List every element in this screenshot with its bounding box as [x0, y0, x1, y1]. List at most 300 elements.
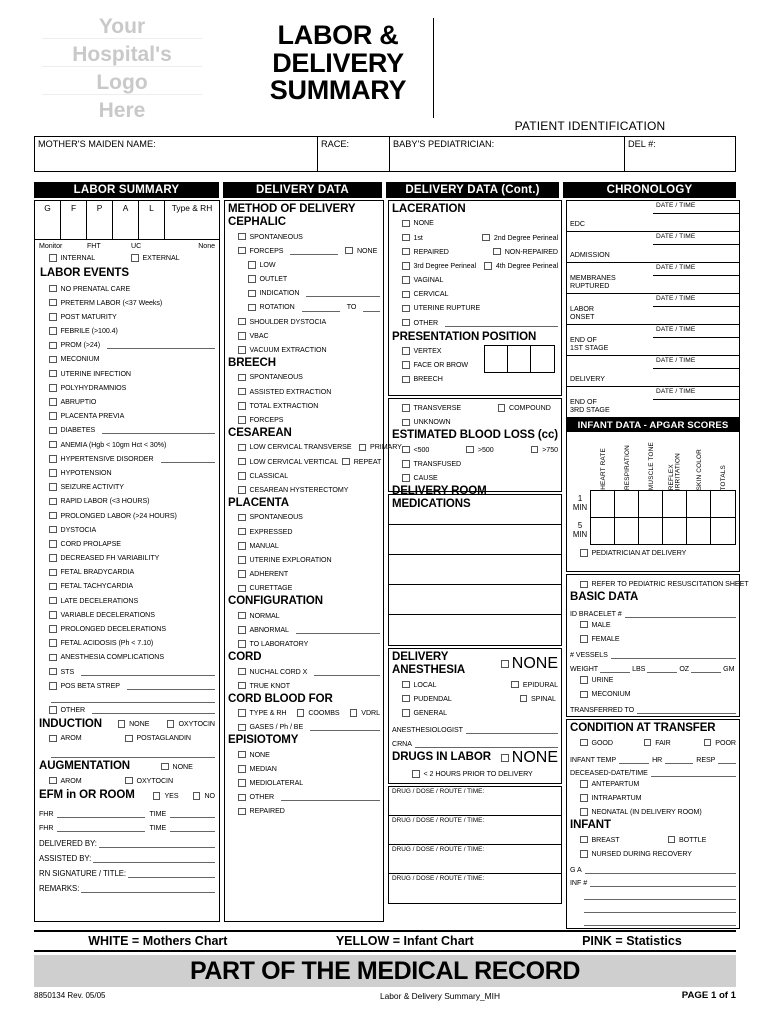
position-cell-1[interactable]: [485, 346, 508, 372]
checkbox-icon[interactable]: [402, 262, 410, 270]
vessels-input[interactable]: [611, 650, 736, 659]
monitor-internal-option[interactable]: [39, 251, 131, 265]
presentation-face-or-brow[interactable]: [392, 358, 484, 372]
checkbox-icon[interactable]: [402, 248, 410, 256]
placenta-adherent[interactable]: [228, 567, 380, 581]
checkbox-icon[interactable]: [49, 285, 57, 293]
indication-write-in[interactable]: [306, 289, 380, 297]
fhr-input-1[interactable]: [57, 809, 145, 818]
labor-event-diabetes[interactable]: [39, 423, 215, 437]
configuration-to-laboratory[interactable]: [228, 637, 380, 651]
checkbox-icon[interactable]: [49, 682, 57, 690]
augmentation-oxytocin-option[interactable]: [125, 774, 173, 788]
presentation-transverse[interactable]: [392, 401, 558, 415]
cesarean-hysterectomy[interactable]: [228, 483, 380, 497]
checkbox-icon[interactable]: [238, 388, 246, 396]
checkbox-icon[interactable]: [580, 581, 588, 589]
checkbox-icon[interactable]: [125, 735, 133, 743]
episiotomy-other[interactable]: [228, 790, 380, 804]
laceration-cervical[interactable]: [392, 287, 558, 301]
checkbox-icon[interactable]: [580, 836, 588, 844]
breech-total-extraction[interactable]: [228, 399, 380, 413]
nursed-during-recovery[interactable]: [570, 847, 736, 861]
cephalic-indication[interactable]: [228, 286, 380, 300]
delivered-by-input[interactable]: [99, 838, 215, 848]
checkbox-icon[interactable]: [297, 709, 305, 717]
labor-event-pos-beta-strep[interactable]: [39, 679, 215, 693]
checkbox-icon[interactable]: [402, 347, 410, 355]
cord-blood-gases[interactable]: [228, 720, 380, 734]
checkbox-icon[interactable]: [238, 585, 246, 593]
labor-event-hypotension[interactable]: [39, 466, 215, 480]
checkbox-icon[interactable]: [238, 779, 246, 787]
output-urine[interactable]: [570, 673, 736, 687]
checkbox-icon[interactable]: [402, 419, 410, 427]
checkbox-icon[interactable]: [580, 549, 588, 557]
checkbox-icon[interactable]: [501, 660, 509, 668]
checkbox-icon[interactable]: [402, 695, 410, 703]
cesarean-low-cervical-vertical[interactable]: [228, 455, 380, 469]
labor-event-fetal-acidosis-ph-7-10[interactable]: [39, 636, 215, 650]
checkbox-icon[interactable]: [238, 724, 246, 732]
checkbox-icon[interactable]: [580, 621, 588, 629]
checkbox-icon[interactable]: [644, 739, 652, 747]
anesthesia-general[interactable]: [392, 706, 558, 720]
labor-event-cord-prolapse[interactable]: [39, 537, 215, 551]
checkbox-icon[interactable]: [580, 780, 588, 788]
cesarean-low-cervical-transverse[interactable]: [228, 440, 402, 454]
checkbox-icon[interactable]: [580, 850, 588, 858]
checkbox-icon[interactable]: [49, 512, 57, 520]
gpal-col-type-rh[interactable]: Type & RH: [171, 203, 213, 213]
checkbox-icon[interactable]: [482, 234, 490, 242]
apgar-cell-5-min-5[interactable]: [687, 518, 711, 544]
checkbox-icon[interactable]: [402, 681, 410, 689]
episiotomy-mediolateral[interactable]: [228, 776, 380, 790]
cephalic-forceps[interactable]: [228, 244, 380, 258]
checkbox-icon[interactable]: [49, 668, 57, 676]
labor-event-post-maturity[interactable]: [39, 310, 215, 324]
ga-input[interactable]: [585, 865, 736, 874]
checkbox-icon[interactable]: [248, 290, 256, 298]
apgar-cell-1-min-3[interactable]: [639, 491, 663, 517]
checkbox-icon[interactable]: [466, 446, 474, 454]
apgar-cell-1-min-2[interactable]: [615, 491, 639, 517]
rotation-to-input[interactable]: [363, 303, 380, 312]
write-in-line[interactable]: [81, 668, 215, 676]
cephalic-low[interactable]: [228, 258, 380, 272]
checkbox-icon[interactable]: [238, 794, 246, 802]
weight-gm-input[interactable]: [691, 664, 721, 673]
checkbox-icon[interactable]: [342, 458, 350, 466]
checkbox-icon[interactable]: [118, 720, 126, 728]
ebl-transfused[interactable]: [392, 457, 558, 471]
cephalic-vacuum-extraction[interactable]: [228, 343, 380, 357]
monitor-external-option[interactable]: [131, 251, 180, 265]
checkbox-icon[interactable]: [49, 441, 57, 449]
presentation-unknown[interactable]: [392, 415, 558, 429]
checkbox-icon[interactable]: [238, 765, 246, 773]
weight-lbs-input[interactable]: [600, 664, 630, 673]
induction-none-option[interactable]: [118, 717, 167, 731]
checkbox-icon[interactable]: [49, 370, 57, 378]
checkbox-icon[interactable]: [238, 808, 246, 816]
gpal-col-l[interactable]: L: [139, 201, 165, 239]
labor-event-prolonged-decelerations[interactable]: [39, 622, 215, 636]
apgar-cell-1-min-5[interactable]: [687, 491, 711, 517]
checkbox-icon[interactable]: [49, 483, 57, 491]
checkbox-icon[interactable]: [350, 709, 358, 717]
gpal-col-g[interactable]: G: [35, 201, 61, 239]
apgar-cell-5-min-3[interactable]: [639, 518, 663, 544]
anesthesia-pudendal[interactable]: [392, 692, 558, 706]
anesthesiologist-input[interactable]: [466, 725, 558, 734]
chronology-datetime-field[interactable]: [653, 232, 739, 262]
labor-event-decreased-fh-variability[interactable]: [39, 551, 215, 565]
checkbox-icon[interactable]: [49, 469, 57, 477]
checkbox-icon[interactable]: [49, 569, 57, 577]
write-in-line[interactable]: [102, 426, 215, 434]
medication-entry-1[interactable]: [389, 495, 561, 525]
cord-nuchal[interactable]: [228, 664, 380, 678]
checkbox-icon[interactable]: [402, 709, 410, 717]
checkbox-icon[interactable]: [238, 233, 246, 241]
cephalic-spontaneous[interactable]: [228, 229, 380, 243]
episiotomy-none[interactable]: [228, 748, 380, 762]
checkbox-icon[interactable]: [238, 612, 246, 620]
checkbox-icon[interactable]: [49, 412, 57, 420]
checkbox-icon[interactable]: [501, 754, 509, 762]
gpal-col-p[interactable]: P: [87, 201, 113, 239]
medication-entry-2[interactable]: [389, 525, 561, 555]
checkbox-icon[interactable]: [238, 514, 246, 522]
labor-event-prom-24[interactable]: [39, 338, 215, 352]
fhr-time-input-2[interactable]: [170, 823, 215, 832]
checkbox-icon[interactable]: [167, 720, 175, 728]
checkbox-icon[interactable]: [49, 498, 57, 506]
placenta-uterine-exploration[interactable]: [228, 553, 380, 567]
chronology-datetime-field[interactable]: [653, 356, 739, 386]
drugs-2-hours-prior[interactable]: [392, 767, 558, 781]
checkbox-icon[interactable]: [248, 261, 256, 269]
checkbox-icon[interactable]: [49, 625, 57, 633]
breech-spontaneous[interactable]: [228, 370, 380, 384]
apgar-cell-1-min-6[interactable]: [711, 491, 735, 517]
checkbox-icon[interactable]: [345, 247, 353, 255]
apgar-cell-1-min-4[interactable]: [663, 491, 687, 517]
induction-postaglandin-option[interactable]: [125, 731, 191, 745]
delivery-number-field[interactable]: DEL #:: [628, 139, 656, 149]
inf-extra-line-3[interactable]: [584, 913, 736, 926]
checkbox-icon[interactable]: [704, 739, 712, 747]
checkbox-icon[interactable]: [511, 681, 519, 689]
apgar-cell-5-min-1[interactable]: [591, 518, 615, 544]
configuration-abnormal[interactable]: [228, 623, 380, 637]
checkbox-icon[interactable]: [238, 626, 246, 634]
cephalic-vbac[interactable]: [228, 329, 380, 343]
induction-oxytocin-option[interactable]: [167, 717, 215, 731]
remarks-input[interactable]: [81, 883, 215, 893]
fhr-input-2[interactable]: [57, 823, 145, 832]
sex-female[interactable]: [570, 632, 736, 646]
labor-event-anemia-hgb-10gm-hct-30[interactable]: [39, 437, 215, 451]
checkbox-icon[interactable]: [668, 836, 676, 844]
placenta-manual[interactable]: [228, 539, 380, 553]
checkbox-icon[interactable]: [238, 374, 246, 382]
apgar-cell-5-min-6[interactable]: [711, 518, 735, 544]
babys-pediatrician-field[interactable]: BABY'S PEDIATRICIAN:: [390, 137, 625, 171]
hr-input[interactable]: [665, 755, 693, 764]
cephalic-rotation[interactable]: [228, 300, 380, 314]
checkbox-icon[interactable]: [580, 794, 588, 802]
checkbox-icon[interactable]: [49, 313, 57, 321]
labor-event-febrile-100-4[interactable]: [39, 324, 215, 338]
checkbox-icon[interactable]: [49, 327, 57, 335]
checkbox-icon[interactable]: [49, 654, 57, 662]
labor-event-polyhydramnios[interactable]: [39, 381, 215, 395]
checkbox-icon[interactable]: [49, 583, 57, 591]
apgar-cell-5-min-2[interactable]: [615, 518, 639, 544]
cord-true-knot[interactable]: [228, 679, 380, 693]
checkbox-icon[interactable]: [238, 640, 246, 648]
labor-event-anesthesia-complications[interactable]: [39, 650, 215, 664]
labor-event-other[interactable]: [39, 703, 215, 717]
checkbox-icon[interactable]: [49, 597, 57, 605]
position-cell-3[interactable]: [531, 346, 554, 372]
placenta-curettage[interactable]: [228, 581, 380, 595]
checkbox-icon[interactable]: [248, 275, 256, 283]
checkbox-icon[interactable]: [498, 404, 506, 412]
gpal-col-a[interactable]: A: [113, 201, 139, 239]
apgar-cell-1-min-1[interactable]: [591, 491, 615, 517]
checkbox-icon[interactable]: [402, 446, 410, 454]
checkbox-icon[interactable]: [238, 472, 246, 480]
labor-event-preterm-labor-37-weeks[interactable]: [39, 296, 215, 310]
gases-write-in[interactable]: [310, 723, 380, 731]
checkbox-icon[interactable]: [412, 770, 420, 778]
labor-event-late-decelerations[interactable]: [39, 594, 215, 608]
chronology-datetime-field[interactable]: [653, 201, 739, 231]
laceration-3rd-degree[interactable]: [392, 259, 558, 273]
write-in-line[interactable]: [281, 793, 380, 801]
deceased-antepartum[interactable]: [570, 777, 736, 791]
checkbox-icon[interactable]: [49, 254, 57, 262]
presentation-vertex[interactable]: [392, 344, 484, 358]
transferred-to-input[interactable]: [637, 705, 736, 714]
fhr-time-input-1[interactable]: [170, 809, 215, 818]
checkbox-icon[interactable]: [520, 695, 528, 703]
laceration-repaired[interactable]: [392, 245, 558, 259]
checkbox-icon[interactable]: [49, 398, 57, 406]
sex-male[interactable]: [570, 618, 736, 632]
crna-input[interactable]: [415, 739, 558, 748]
position-cell-2[interactable]: [508, 346, 531, 372]
laceration-1st[interactable]: [392, 230, 558, 244]
checkbox-icon[interactable]: [125, 777, 133, 785]
checkbox-icon[interactable]: [238, 556, 246, 564]
checkbox-icon[interactable]: [238, 332, 246, 340]
laceration-vaginal[interactable]: [392, 273, 558, 287]
checkbox-icon[interactable]: [153, 792, 161, 800]
deceased-input[interactable]: [651, 768, 736, 777]
checkbox-icon[interactable]: [580, 691, 588, 699]
apgar-cell-5-min-4[interactable]: [663, 518, 687, 544]
checkbox-icon[interactable]: [49, 777, 57, 785]
laceration-uterine-rupture[interactable]: [392, 301, 558, 315]
checkbox-icon[interactable]: [49, 735, 57, 743]
labor-event-placenta-previa[interactable]: [39, 409, 215, 423]
inf-number-input[interactable]: [590, 878, 736, 887]
checkbox-icon[interactable]: [49, 455, 57, 463]
checkbox-icon[interactable]: [238, 346, 246, 354]
medication-entry-4[interactable]: [389, 585, 561, 615]
checkbox-icon[interactable]: [402, 220, 410, 228]
write-in-line[interactable]: [107, 341, 215, 349]
drug-entry-4[interactable]: [389, 874, 561, 903]
labor-event-fetal-bradycardia[interactable]: [39, 565, 215, 579]
cephalic-shoulder-dystocia[interactable]: [228, 315, 380, 329]
induction-arom-option[interactable]: [49, 731, 125, 745]
deceased-intrapartum[interactable]: [570, 791, 736, 805]
checkbox-icon[interactable]: [402, 361, 410, 369]
labor-event-rapid-labor-3-hours[interactable]: [39, 494, 215, 508]
checkbox-icon[interactable]: [49, 384, 57, 392]
configuration-normal[interactable]: [228, 609, 380, 623]
write-in-line[interactable]: [161, 455, 215, 463]
augmentation-none-option[interactable]: [161, 759, 215, 773]
checkbox-icon[interactable]: [359, 444, 367, 452]
position-grid[interactable]: [484, 345, 555, 373]
other-write-in-line[interactable]: [92, 706, 215, 714]
checkbox-icon[interactable]: [49, 706, 57, 714]
checkbox-icon[interactable]: [402, 474, 410, 482]
ebl-cause[interactable]: [392, 471, 558, 485]
resp-input[interactable]: [718, 755, 736, 764]
inf-extra-line-2[interactable]: [584, 900, 736, 913]
checkbox-icon[interactable]: [49, 299, 57, 307]
checkbox-icon[interactable]: [580, 635, 588, 643]
checkbox-icon[interactable]: [402, 234, 410, 242]
weight-oz-input[interactable]: [647, 664, 677, 673]
labor-event-uterine-infection[interactable]: [39, 367, 215, 381]
write-in-line[interactable]: [127, 682, 215, 690]
checkbox-icon[interactable]: [131, 254, 139, 262]
checkbox-icon[interactable]: [402, 460, 410, 468]
nuchal-cord-write-in[interactable]: [314, 668, 380, 676]
checkbox-icon[interactable]: [49, 356, 57, 364]
drug-entry-2[interactable]: [389, 816, 561, 845]
labor-event-sts[interactable]: [39, 664, 215, 678]
chronology-datetime-field[interactable]: [653, 263, 739, 293]
checkbox-icon[interactable]: [238, 444, 246, 452]
checkbox-icon[interactable]: [238, 751, 246, 759]
checkbox-icon[interactable]: [484, 262, 492, 270]
chronology-datetime-field[interactable]: [653, 387, 739, 417]
checkbox-icon[interactable]: [580, 739, 588, 747]
induction-write-in-line[interactable]: [51, 747, 215, 758]
checkbox-icon[interactable]: [238, 318, 246, 326]
refer-resuscitation-sheet[interactable]: [570, 577, 749, 591]
checkbox-icon[interactable]: [49, 611, 57, 619]
augmentation-arom-option[interactable]: [49, 774, 125, 788]
efm-no-option[interactable]: [193, 789, 215, 803]
medication-entry-3[interactable]: [389, 555, 561, 585]
checkbox-icon[interactable]: [238, 570, 246, 578]
laceration-none[interactable]: [392, 216, 558, 230]
mothers-maiden-name-field[interactable]: MOTHER'S MAIDEN NAME:: [35, 137, 318, 171]
checkbox-icon[interactable]: [238, 709, 246, 717]
laceration-other[interactable]: [392, 316, 558, 330]
drug-entry-1[interactable]: [389, 787, 561, 816]
checkbox-icon[interactable]: [49, 639, 57, 647]
episiotomy-median[interactable]: [228, 762, 380, 776]
id-bracelet-input[interactable]: [625, 609, 736, 618]
forceps-write-in[interactable]: [290, 246, 338, 255]
placenta-expressed[interactable]: [228, 524, 380, 538]
pediatrician-at-delivery[interactable]: [570, 546, 736, 560]
abnormal-write-in[interactable]: [296, 626, 380, 634]
checkbox-icon[interactable]: [580, 808, 588, 816]
checkbox-icon[interactable]: [49, 540, 57, 548]
checkbox-icon[interactable]: [193, 792, 201, 800]
cephalic-outlet[interactable]: [228, 272, 380, 286]
rotation-from-input[interactable]: [302, 303, 340, 312]
checkbox-icon[interactable]: [238, 668, 246, 676]
checkbox-icon[interactable]: [402, 305, 410, 313]
checkbox-icon[interactable]: [531, 446, 539, 454]
drug-entry-3[interactable]: [389, 845, 561, 874]
laceration-other-write-in[interactable]: [445, 319, 558, 327]
rn-signature-input[interactable]: [128, 868, 215, 878]
labor-event-no-prenatal-care[interactable]: [39, 281, 215, 295]
assisted-by-input[interactable]: [93, 853, 215, 863]
breech-assisted-extraction[interactable]: [228, 385, 380, 399]
placenta-spontaneous[interactable]: [228, 510, 380, 524]
output-meconium[interactable]: [570, 687, 736, 701]
presentation-breech[interactable]: [392, 372, 484, 386]
labor-event-variable-decelerations[interactable]: [39, 608, 215, 622]
checkbox-icon[interactable]: [238, 458, 246, 466]
checkbox-icon[interactable]: [49, 554, 57, 562]
breech-forceps[interactable]: [228, 413, 380, 427]
other-write-in-line-top[interactable]: [51, 693, 215, 703]
checkbox-icon[interactable]: [402, 319, 410, 327]
checkbox-icon[interactable]: [238, 486, 246, 494]
race-field[interactable]: RACE:: [318, 137, 390, 171]
checkbox-icon[interactable]: [402, 404, 410, 412]
inf-extra-line-1[interactable]: [584, 887, 736, 900]
checkbox-icon[interactable]: [49, 526, 57, 534]
checkbox-icon[interactable]: [402, 291, 410, 299]
chronology-datetime-field[interactable]: [653, 294, 739, 324]
checkbox-icon[interactable]: [580, 676, 588, 684]
checkbox-icon[interactable]: [49, 427, 57, 435]
checkbox-icon[interactable]: [238, 247, 246, 255]
checkbox-icon[interactable]: [238, 402, 246, 410]
checkbox-icon[interactable]: [161, 763, 169, 771]
checkbox-icon[interactable]: [493, 248, 501, 256]
labor-event-seizure-activity[interactable]: [39, 480, 215, 494]
labor-event-dystocia[interactable]: [39, 523, 215, 537]
efm-yes-option[interactable]: [153, 789, 193, 803]
cesarean-classical[interactable]: [228, 469, 380, 483]
checkbox-icon[interactable]: [238, 528, 246, 536]
labor-event-fetal-tachycardia[interactable]: [39, 579, 215, 593]
labor-event-meconium[interactable]: [39, 352, 215, 366]
medication-entry-5[interactable]: [389, 615, 561, 645]
checkbox-icon[interactable]: [238, 416, 246, 424]
episiotomy-repaired[interactable]: [228, 804, 380, 818]
